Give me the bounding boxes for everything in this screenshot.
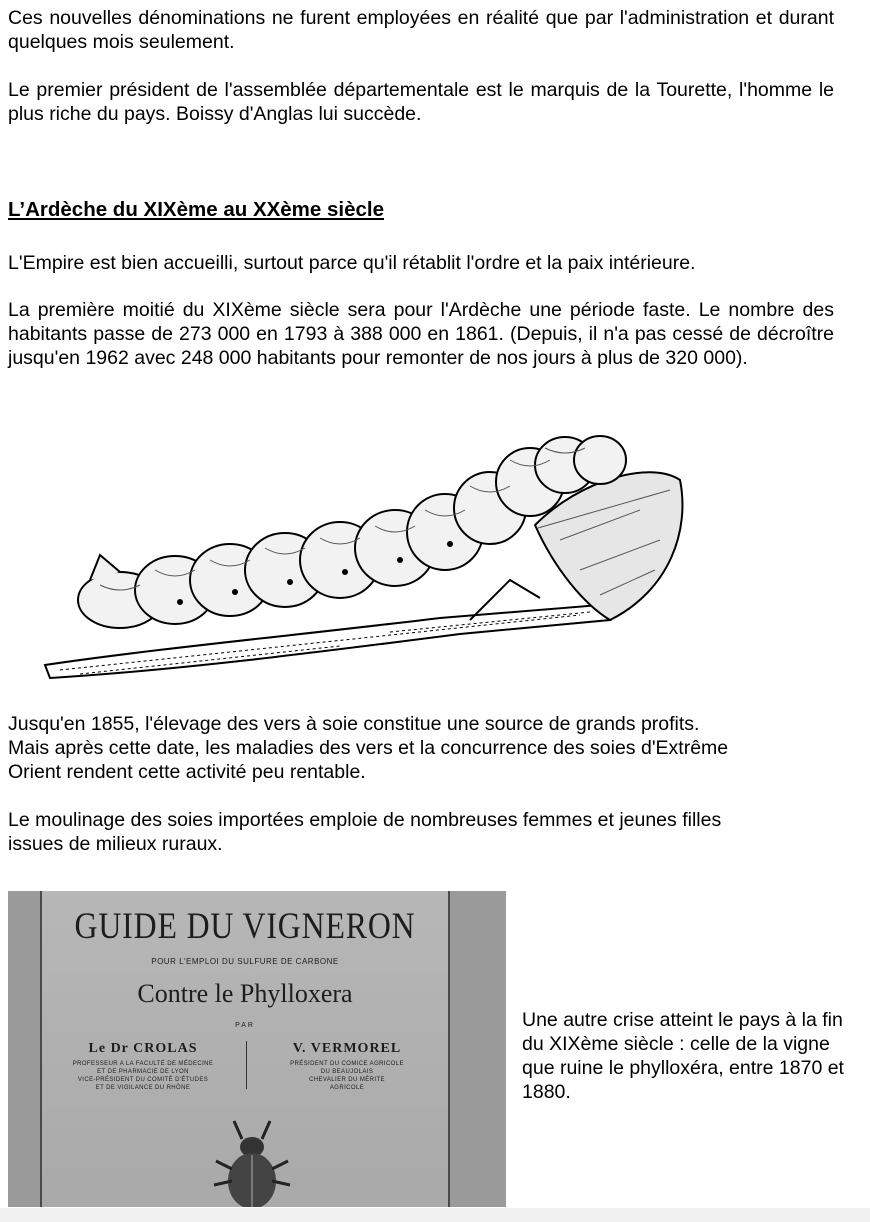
cover-par: PAR xyxy=(235,1022,255,1029)
author-right-desc-3: CHEVALIER DU MÉRITE xyxy=(309,1077,385,1083)
paragraph-vers-a-soie-3: Orient rendent cette activité peu rentable. xyxy=(8,761,366,783)
phylloxera-beetle-icon xyxy=(212,1119,292,1207)
paragraph-phylloxera: Une autre crise atteint le pays à la fin du XIXème siècle : celle de la vigne que ruine le phylloxéra, entre 1870 et 1880. xyxy=(522,1008,844,1103)
author-left-name: Le Dr CROLAS xyxy=(88,1041,198,1056)
author-left-desc-2: ET DE PHARMACIE DE LYON xyxy=(97,1069,189,1075)
author-right-desc-2: DU BEAUJOLAIS xyxy=(320,1069,374,1075)
author-right-name: V. VERMOREL xyxy=(292,1041,402,1056)
paragraph-premier-president: Le premier président de l'assemblée départementale est le marquis de la Tourette, l'homme le plus riche du pays. Boissy d'Anglas lui succède. xyxy=(8,79,834,125)
silkworm-illustration xyxy=(40,420,702,690)
author-right-desc-1: PRÉSIDENT DU COMICE AGRICOLE xyxy=(290,1061,404,1067)
author-right-desc-4: AGRICOLE xyxy=(329,1085,365,1091)
cover-author-right xyxy=(252,1041,442,1092)
cover-contre: Contre le Phylloxera xyxy=(137,979,353,1008)
section-heading: L’Ardèche du XIXème au XXème siècle xyxy=(8,198,385,221)
cover-divider xyxy=(246,1041,247,1089)
cover-subtitle: POUR L'EMPLOI DU SULFURE DE CARBONE xyxy=(151,957,339,966)
paragraph-vers-a-soie-2: Mais après cette date, les maladies des vers et la concurrence des soies d'Extrême xyxy=(8,737,729,759)
author-left-desc-3: VICE-PRÉSIDENT DU COMITÉ D'ÉTUDES xyxy=(77,1077,209,1083)
paragraph-moulinage-1: Le moulinage des soies importées emploie de nombreuses femmes et jeunes filles xyxy=(8,809,722,831)
cover-title: GUIDE DU VIGNERON xyxy=(74,906,416,947)
guide-du-vigneron-cover xyxy=(8,891,506,1207)
paragraph-vers-a-soie-1: Jusqu'en 1855, l'élevage des vers à soie constitue une source de grands profits. xyxy=(8,713,700,735)
author-left-desc-4: ET DE VIGILANCE DU RHÔNE xyxy=(95,1085,191,1091)
paragraph-empire: L'Empire est bien accueilli, surtout parce qu'il rétablit l'ordre et la paix intérieure. xyxy=(8,252,696,274)
page-bottom-edge xyxy=(0,1208,870,1222)
paragraph-denominations: Ces nouvelles dénominations ne furent employées en réalité que par l'administration et durant quelques mois seulement. xyxy=(8,7,834,53)
paragraph-moulinage-2: issues de milieux ruraux. xyxy=(8,833,223,855)
cover-author-left xyxy=(48,1041,238,1092)
paragraph-premiere-moitie: La première moitié du XIXème siècle sera pour l'Ardèche une période faste. Le nombre des habitants passe de 273 000 en 1793 à 388 000 en 1861. (Depuis, il n'a pas cessé de décroître jusqu'en 1962 avec 248 000 habitants pour remonter de nos jours à plus de 320 000). xyxy=(8,299,834,369)
author-left-desc-1: PROFESSEUR A LA FACULTÉ DE MÉDECINE xyxy=(72,1061,214,1067)
